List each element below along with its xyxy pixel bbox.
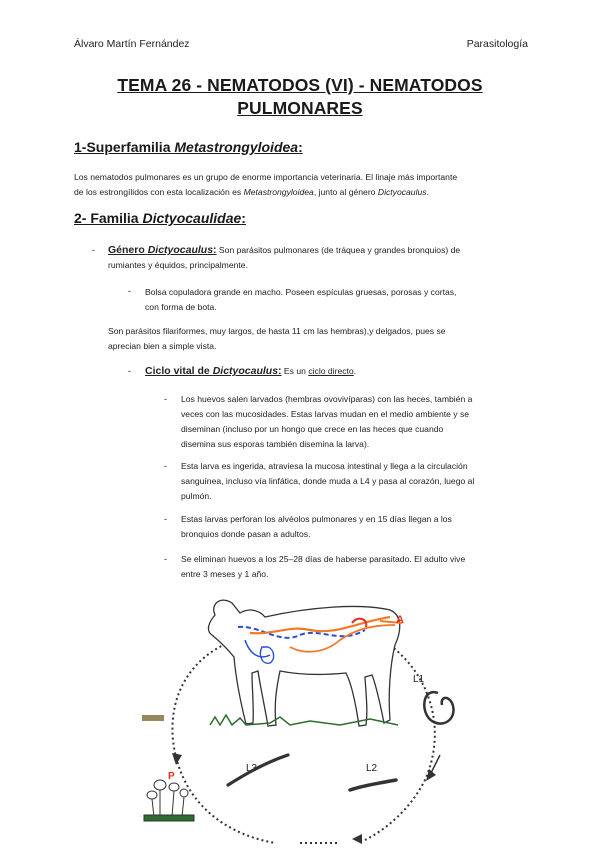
page-title [60,74,540,120]
label-L1: L1 [413,674,425,685]
feces-pile [142,715,164,721]
cycle-bullet-3 [181,512,541,542]
arrow-head-icon [426,769,436,781]
bullet3-line2: bronquios donde pasan a adultos. [181,529,311,539]
ciclo-note-a: Es un [281,366,309,376]
label-L3: L3 [246,763,258,774]
bullet-dash: - [92,245,95,255]
filar-line1: Son parásitos filariformes, muy largos, de hasta 11 cm las hembras),y delgados, pues se [108,326,446,336]
para-line2-a: de los estrongílidos con esta localización es [74,187,244,197]
genero-line2: rumiantes y équidos, principalmente. [108,260,248,270]
genero-label-text: Género [108,244,148,256]
section2-heading [74,210,246,226]
bullet-dash: - [128,366,131,376]
label-L2: L2 [366,763,378,774]
para-line2-italic1: Metastrongyloidea [243,187,314,197]
ciclo-colon: : [278,365,282,377]
section1-heading-italic: Metastrongyloidea [174,139,299,155]
bullet4-line1: Se eliminan huevos a los 25–28 días de haberse parasitado. El adulto vive [181,554,466,564]
ciclo-label [145,365,282,377]
bolsa-block [145,285,545,315]
ciclo-italic: Dictyocaulus [212,365,279,377]
cycle-bullet-2 [181,459,541,504]
bullet3-line1: Estas larvas perforan los alvéolos pulmonares y en 15 días llegan a los [181,514,452,524]
cow-illustration [208,600,399,726]
para-line2-b: , junto al género [313,187,378,197]
title-line-2: PULMONARES [237,98,363,118]
ciclo-note-underlined: ciclo directo [308,366,354,376]
section1-para-line1: Los nematodos pulmonares es un grupo de enorme importancia veterinaria. El linaje más importante [74,172,458,182]
life-cycle-diagram [140,585,460,848]
genero-block [108,243,538,273]
bullet1-line1: Los huevos salen larvados (hembras ovovivíparas) con las heces, también a [181,394,473,404]
ciclo-note-b: . [353,366,357,376]
para-line2-c: . [426,187,429,197]
bullet-dash: - [164,394,167,404]
bullet2-line1: Esta larva es ingerida, atraviesa la mucosa intestinal y llega a la circulación [181,461,468,471]
section1-heading-suffix: : [298,139,303,155]
grass-under-cow [210,715,398,725]
bullet-dash: - [164,514,167,524]
header-subject: Parasitología [466,38,528,50]
section2-heading-suffix: : [241,210,246,226]
arrow-head-icon [172,753,182,765]
genero-italic: Dictyocaulus [147,244,214,256]
bullet-dash: - [164,461,167,471]
section2-heading-italic: Dictyocaulidae [142,210,242,226]
bullet2-line2: sanguínea, incluso vía linfática, donde muda a L4 y pasa al corazón, luego al [181,476,475,486]
genero-label [108,244,217,256]
para-line2-italic2: Dictyocaulus [377,187,427,197]
label-A: A [396,614,404,626]
label-P: P [168,771,175,782]
larva-L2-icon [350,780,396,790]
bullet1-line3: diseminan (incluso por un hongo que crece en las heces que cuando [181,424,444,434]
title-line-1: TEMA 26 - NEMATODOS (VI) - NEMATODOS [117,75,483,95]
bullet1-line2: veces con las mucosidades. Estas larvas mudan en el medio ambiente y se [181,409,470,419]
bullet4-line2: entre 3 meses y 1 año. [181,569,269,579]
cycle-bullet-1 [181,392,541,452]
section1-para-line2 [74,185,534,200]
filar-line2: aprecian bien a simple vista. [108,341,217,351]
header-author: Álvaro Martín Fernández [74,38,190,50]
section1-heading [74,139,303,155]
cycle-bullet-4 [181,552,541,582]
ciclo-heading [145,364,545,379]
genero-colon: : [213,244,217,256]
filar-block [108,324,538,354]
bullet2-line3: pulmón. [181,491,212,501]
section2-heading-prefix: 2- Familia [74,210,143,226]
bullet-dash: - [128,286,131,296]
larva-L3-icon [228,755,288,785]
arrow-head-icon [352,834,362,844]
bolsa-line2: con forma de bota. [145,302,217,312]
section1-heading-prefix: 1-Superfamilia [74,139,175,155]
genero-line1 [108,243,538,258]
ciclo-label-text: Ciclo vital de [145,365,213,377]
genero-line1-text: Son parásitos pulmonares (de tráquea y grandes bronquios) de [216,245,461,255]
section1-paragraph [74,170,534,200]
bullet-dash: - [164,554,167,564]
bolsa-line1: Bolsa copuladora grande en macho. Poseen espículas gruesas, porosas y cortas, [145,287,457,297]
bullet1-line4: disemina sus esporas también disemina la larva). [181,439,370,449]
